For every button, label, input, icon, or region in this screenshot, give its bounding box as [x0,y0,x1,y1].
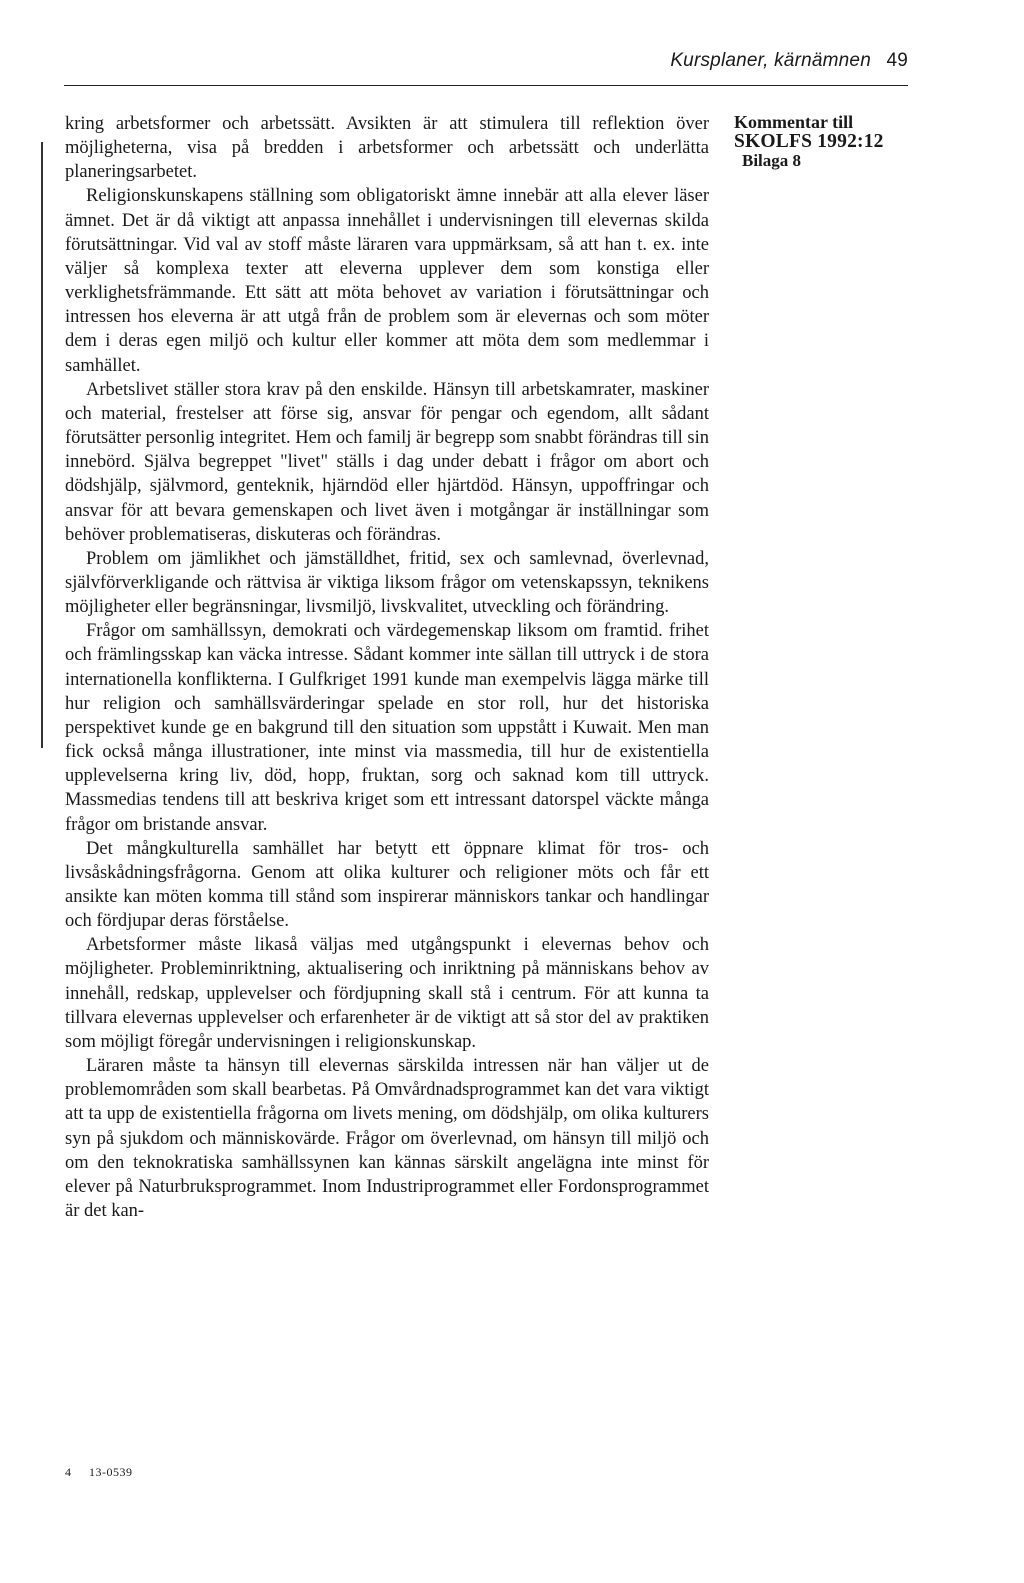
revision-bar [41,142,43,748]
footer-signature [65,1465,133,1480]
paragraph-2: Religionskunskapens ställning som obligatoriskt ämne innebär att alla elever läser ämnet. Det är då viktigt att anpassa innehållet i undervisningen till elevernas skilda förutsättningar. Vid val av stoff måste läraren vara uppmärksam, så att han t. ex. inte väljer så komplexa texter att eleverna upplever dem som konstiga eller verklighetsfrämmande. Ett sätt att möta behovet av variation i förutsättningar och intressen hos eleverna är att utgå från de problem som är elevernas och som möter dem i deras egen miljö och kultur eller kommer att möta dem som medlemmar i samhället. [65,186,709,376]
paragraph-3: Arbetslivet ställer stora krav på den enskilde. Hänsyn till arbetskamrater, maskiner och material, frestelser att förse sig, ansvar för pengar och egendom, allt sådant förutsätter personlig integritet. Hem och familj är begrepp som snabbt förändras till sin innebörd. Själva begreppet "livet" ställs i dag under debatt i frågor om abort och dödshjälp, självmord, genteknik, hjärndöd eller hjärtdöd. Hänsyn, uppoffringar och ansvar för att bevara gemenskapen och livet även i motgångar är inställningar som behöver problematiseras, diskuteras och förändras. [65,379,709,545]
margin-note [734,113,909,170]
paragraph-1: kring arbetsformer och arbetssätt. Avsikten är att stimulera till reflektion över möjligheterna, visa på bredden i arbetsformer och arbetssätt och underlätta planeringsarbetet. [65,114,709,183]
paragraph-5: Frågor om samhällssyn, demokrati och värdegemenskap liksom om framtid. frihet och främlingsskap kan väcka intresse. Sådant kommer inte sällan till uttryck i de stora internationella konflikterna. I Gulfkriget 1991 kunde man exempelvis lägga märke till hur religion och samhällsvärderingar spelade en stor roll, hur det historiska perspektivet kunde ge en bakgrund till den situation som uppstått i Kuwait. Men man fick också många illustrationer, inte minst via massmedia, till hur de existentiella upplevelserna kring liv, död, hopp, fruktan, sorg och saknad kom till uttryck. Massmedias tendens till att beskriva kriget som ett intressant datorspel väckte många frågor om bristande ansvar. [65,621,709,835]
body-text [65,112,709,1223]
margin-note-line-1: Kommentar till [734,112,854,132]
print-code: 13-0539 [89,1465,133,1479]
paragraph-8: Läraren måste ta hänsyn till elevernas särskilda intressen när han väljer ut de problemområden som skall bearbetas. På Omvårdnadsprogrammet kan det vara viktigt att ta upp de existentiella frågorna om livets mening, om dödshjälp, om olika kulturers syn på sjukdom och människovärde. Frågor om överlevnad, om hänsyn till miljö och om den teknokratiska samhällssynen kan kännas särskilt angelägna inte minst för elever på Naturbruksprogrammet. Inom Industriprogrammet eller Fordonsprogrammet är det kan- [65,1056,709,1222]
margin-note-line-2: SKOLFS 1992:12 [734,131,884,152]
sheet-number: 4 [65,1465,72,1479]
paragraph-4: Problem om jämlikhet och jämställdhet, fritid, sex och samlevnad, överlevnad, självförverkligande och rättvisa är viktiga liksom frågor om vetenskapssyn, teknikens möjligheter eller begränsningar, livsmiljö, livskvalitet, utveckling och förändring. [65,548,709,618]
paragraph-6: Det mångkulturella samhället har betytt ett öppnare klimat för tros- och livsåskådningsfrågorna. Genom att olika kulturer och religioner möts och får ett ansikte kan möten komma till stånd som inspirerar människors tankar och handlingar och fördjupar deras förståelse. [65,838,709,932]
running-head [670,50,908,72]
paragraph-7: Arbetsformer måste likaså väljas med utgångspunkt i elevernas behov och möjligheter. Probleminriktning, aktualisering och inriktning på människans behov av innehåll, redskap, upplevelser och fördjupning skall stå i centrum. För att kunna ta tillvara elevernas upplevelser och erfarenheter är de viktigt att så stor del av praktiken som möjligt föregår undervisningen i religionskunskap. [65,935,709,1052]
margin-note-line-3: Bilaga 8 [742,151,802,170]
running-head-title: Kursplaner, kärnämnen [670,50,871,71]
header-rule [64,85,908,86]
page-number: 49 [886,50,908,71]
